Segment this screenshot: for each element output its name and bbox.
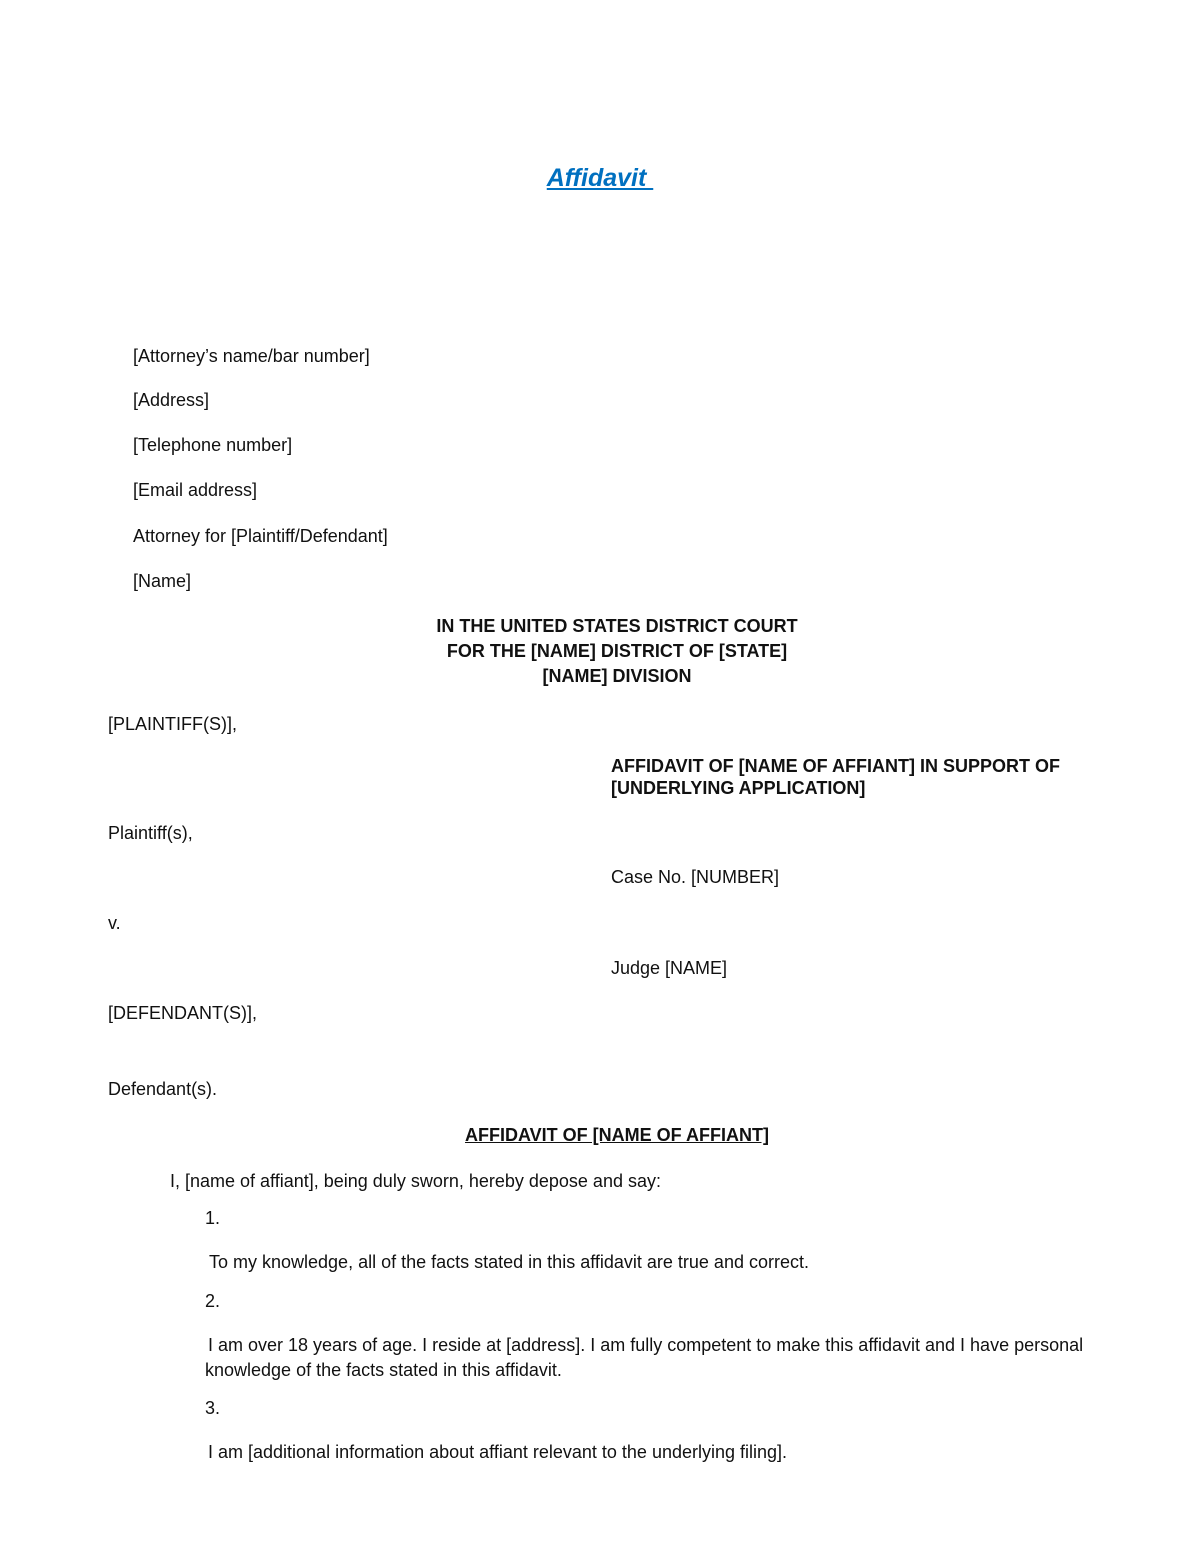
court-line-3: [NAME] DIVISION [542, 666, 692, 686]
attorney-name-bar-number: [Attorney’s name/bar number] [133, 346, 370, 366]
statement-number-3: 3. [205, 1398, 221, 1418]
statement-text-3: I am [additional information about affiant relevant to the underlying filing]. [208, 1442, 788, 1462]
statement-text-1: To my knowledge, all of the facts stated in this affidavit are true and correct. [209, 1252, 809, 1272]
plaintiff-role: Plaintiff(s), [108, 823, 193, 843]
affidavit-heading-text: AFFIDAVIT OF [NAME OF AFFIANT] [465, 1125, 769, 1145]
statement-number-1: 1. [205, 1208, 221, 1228]
caption-document-title-line-1: AFFIDAVIT OF [NAME OF AFFIANT] IN SUPPORT OF [611, 756, 1060, 776]
case-number: Case No. [NUMBER] [611, 867, 780, 887]
attorney-email: [Email address] [133, 480, 258, 500]
attorney-client-name: [Name] [133, 571, 192, 591]
attorney-address: [Address] [133, 390, 210, 410]
caption-document-title-line-2: [UNDERLYING APPLICATION] [611, 778, 866, 798]
attorney-telephone: [Telephone number] [133, 435, 293, 455]
document-title: Affidavit [546, 164, 654, 192]
plaintiff-name: [PLAINTIFF(S)], [108, 714, 238, 734]
affidavit-heading [0, 1124, 1200, 1146]
defendant-role: Defendant(s). [108, 1079, 218, 1099]
attorney-for: Attorney for [Plaintiff/Defendant] [133, 526, 388, 546]
statement-text-2: I am over 18 years of age. I reside at [address]. I am fully competent to make this affidavit and I have personal knowledge of the facts stated in this affidavit. [205, 1335, 1084, 1380]
versus: v. [108, 913, 121, 933]
affidavit-intro: I, [name of affiant], being duly sworn, hereby depose and say: [170, 1171, 661, 1191]
court-line-1: IN THE UNITED STATES DISTRICT COURT [436, 616, 798, 636]
court-line-2: FOR THE [NAME] DISTRICT OF [STATE] [446, 641, 788, 661]
defendant-name: [DEFENDANT(S)], [108, 1003, 258, 1023]
judge-name: Judge [NAME] [611, 958, 728, 978]
statement-number-2: 2. [205, 1291, 221, 1311]
